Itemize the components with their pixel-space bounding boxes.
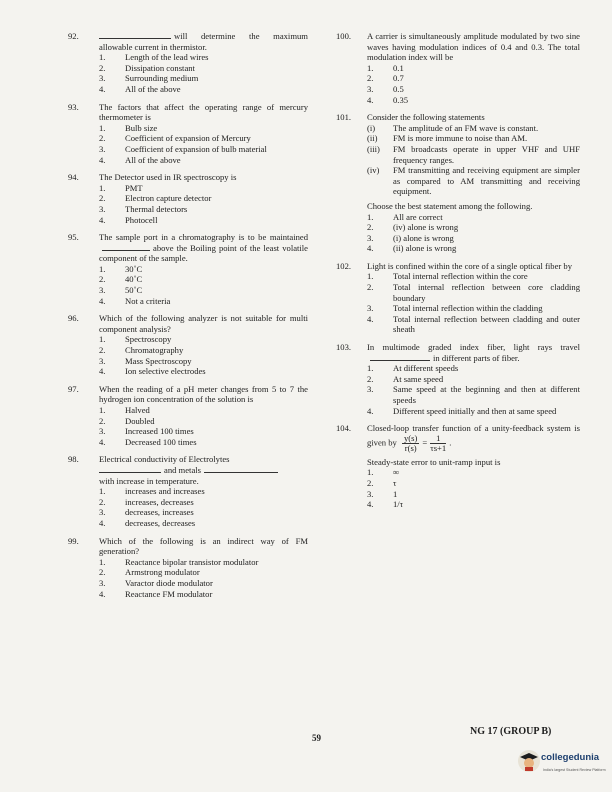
graduate-mascot-icon: [518, 750, 540, 772]
question-stem: Light is confined within the core of a single optical fiber by: [367, 260, 572, 271]
option: 2. τ: [367, 477, 397, 488]
option: 3. Varactor diode modulator: [99, 577, 213, 588]
transfer-function-rhs: $\frac{1}{\tau s+1}$: [430, 432, 447, 453]
option: 4. decreases, decreases: [99, 517, 196, 528]
question-number: 96.: [68, 313, 79, 324]
question-number: 99.: [68, 535, 79, 546]
question-stem: Which of the following analyzer is not suitable for multi component analysis?: [99, 313, 308, 334]
option: 4. All of the above: [99, 154, 181, 165]
option: 4. Reactance FM modulator: [99, 588, 213, 599]
left-column: [68, 31, 308, 606]
question-number: 100.: [336, 31, 352, 41]
option: 4. 1/τ: [367, 499, 404, 510]
question-number: 103.: [336, 342, 352, 353]
option: 1. Halved: [99, 405, 150, 415]
option: 2. 0.7: [367, 73, 404, 84]
question-instruction: Choose the best statement among the following.: [367, 200, 533, 211]
option: 3. (i) alone is wrong: [367, 232, 454, 243]
question-number: 94.: [68, 172, 79, 183]
option: 3. 50˚C: [99, 285, 143, 296]
option: 2. Armstrong modulator: [99, 567, 200, 578]
question-number: 95.: [68, 232, 79, 243]
option: 1. 30˚C: [99, 263, 143, 274]
logo-tagline: India's largest Student Review Platform: [543, 768, 606, 772]
option: 1. Spectroscopy: [99, 334, 172, 345]
fill-blank: [204, 466, 278, 473]
question-104: [336, 423, 580, 510]
question-stem: Electrical conductivity of Electrolytes and metals with increase in temperature.: [99, 454, 308, 486]
question-101: [336, 112, 580, 254]
option: 3. Thermal detectors: [99, 203, 188, 214]
question-95: [68, 232, 308, 306]
question-103: [336, 342, 580, 416]
option: 2. 40˚C: [99, 274, 143, 285]
fill-blank: [370, 354, 430, 361]
option: 1. 0.1: [367, 62, 404, 73]
question-stem: The Detector used in IR spectroscopy is: [99, 172, 237, 183]
question-stem: will determine the maximum allowable current in thermistor.: [99, 31, 308, 52]
option: 2. Dissipation constant: [99, 62, 195, 73]
option: 1. Reactance bipolar transistor modulator: [99, 556, 259, 567]
question-stem: In multimode graded index fiber, light rays travelin different parts of fiber.: [367, 342, 580, 363]
transfer-function-lhs: $\frac{y(s)}{r(s)}$: [404, 432, 418, 453]
question-98: [68, 454, 308, 528]
right-column: [336, 31, 580, 517]
option: 4. Different speed initially and then at same speed: [367, 405, 557, 416]
logo-text: collegedunia: [541, 752, 600, 763]
option: 4. 0.35: [367, 94, 409, 105]
option: 1. increases and increases: [99, 486, 205, 497]
fill-blank: [102, 244, 150, 251]
option: 2. increases, decreases: [99, 496, 194, 507]
option: 2. Electron capture detector: [99, 193, 212, 204]
question-number: 97.: [68, 383, 79, 394]
question-stem: Consider the following statements: [367, 112, 485, 123]
page-number: 59: [312, 733, 321, 743]
question-number: 98.: [68, 454, 79, 465]
question-number: 93.: [68, 101, 79, 112]
option: 3. Same speed at the beginning and then at different speeds: [367, 384, 580, 405]
option: 3. 1: [367, 488, 398, 499]
option: 3. decreases, increases: [99, 507, 194, 518]
option: 2. Total internal reflection between core cladding boundary: [367, 282, 580, 303]
question-number: 102.: [336, 260, 352, 271]
option: 4. Ion selective electrodes: [99, 366, 206, 377]
paper-code: NG 17 (GROUP B): [470, 726, 552, 737]
question-stem: When the reading of a pH meter changes from 5 to 7 the hydrogen ion concentration of the solution is: [99, 383, 308, 405]
question-100: [336, 31, 580, 105]
statement: (iv) FM transmitting and receiving equipment are simpler as compared to AM transmitting and receiving equipment.: [367, 165, 580, 197]
statement: (i) The amplitude of an FM wave is constant.: [367, 122, 539, 133]
fill-blank: [99, 466, 161, 473]
option: 3. 0.5: [367, 83, 404, 94]
fill-blank: [99, 32, 171, 39]
collegedunia-logo: [518, 748, 606, 784]
option: 3. Total internal reflection within the cladding: [367, 303, 543, 314]
option: 4. Total internal reflection between cladding and outer sheath: [367, 313, 580, 335]
question-stem: Closed-loop transfer function of a unity-feedback system is given by $\frac{y(s)}{r(s)}$ = $\frac{1}{\tau s+1}$ .: [367, 423, 580, 453]
option: 1. All are correct: [367, 211, 443, 222]
option: 4. All of the above: [99, 83, 181, 94]
option: 4. Photocell: [99, 214, 158, 225]
option: 1. Total internal reflection within the core: [367, 271, 528, 282]
question-93: [68, 102, 308, 166]
option: 1. ∞: [367, 467, 400, 478]
option: 3. Surrounding medium: [99, 73, 199, 84]
option: 4. Not a criteria: [99, 295, 171, 306]
question-stem: Which of the following is an indirect way of FM generation?: [99, 535, 308, 557]
option: 3. Increased 100 times: [99, 426, 194, 437]
question-stem: The sample port in a chromatography is to be maintainedabove the Boiling point of the least volatile component of the sample.: [99, 232, 308, 264]
option: 1. Length of the lead wires: [99, 52, 209, 63]
statement: (iii) FM broadcasts operate in upper VHF and UHF frequency ranges.: [367, 143, 580, 165]
option: 1. PMT: [99, 182, 143, 193]
statement: (ii) FM is more immune to noise than AM.: [367, 133, 528, 144]
question-92: [68, 31, 308, 95]
option: 1. At different speeds: [367, 363, 459, 374]
option: 2. Coefficient of expansion of Mercury: [99, 133, 251, 144]
question-97: [68, 384, 308, 448]
question-94: [68, 172, 308, 225]
question-102: [336, 261, 580, 335]
option: 3. Coefficient of expansion of bulb material: [99, 143, 267, 154]
question-number: 104.: [336, 423, 352, 434]
option: 2. Chromatography: [99, 345, 184, 356]
question-number: 92.: [68, 31, 79, 41]
question-instruction: Steady-state error to unit-ramp input is: [367, 456, 501, 467]
question-99: [68, 536, 308, 600]
option: 4. Decreased 100 times: [99, 436, 197, 447]
option: 2. (iv) alone is wrong: [367, 222, 459, 233]
option: 3. Mass Spectroscopy: [99, 355, 192, 366]
question-stem: A carrier is simultaneously amplitude modulated by two sine waves having modulation indices of 0.4 and 0.3. The total modulation index will be: [367, 31, 580, 63]
option: 2. At same speed: [367, 373, 444, 384]
option: 4. (ii) alone is wrong: [367, 243, 457, 254]
question-number: 101.: [336, 112, 352, 123]
option: 2. Doubled: [99, 415, 155, 426]
question-stem: The factors that affect the operating range of mercury thermometer is: [99, 101, 308, 123]
option: 1. Bulb size: [99, 122, 158, 133]
question-96: [68, 313, 308, 377]
